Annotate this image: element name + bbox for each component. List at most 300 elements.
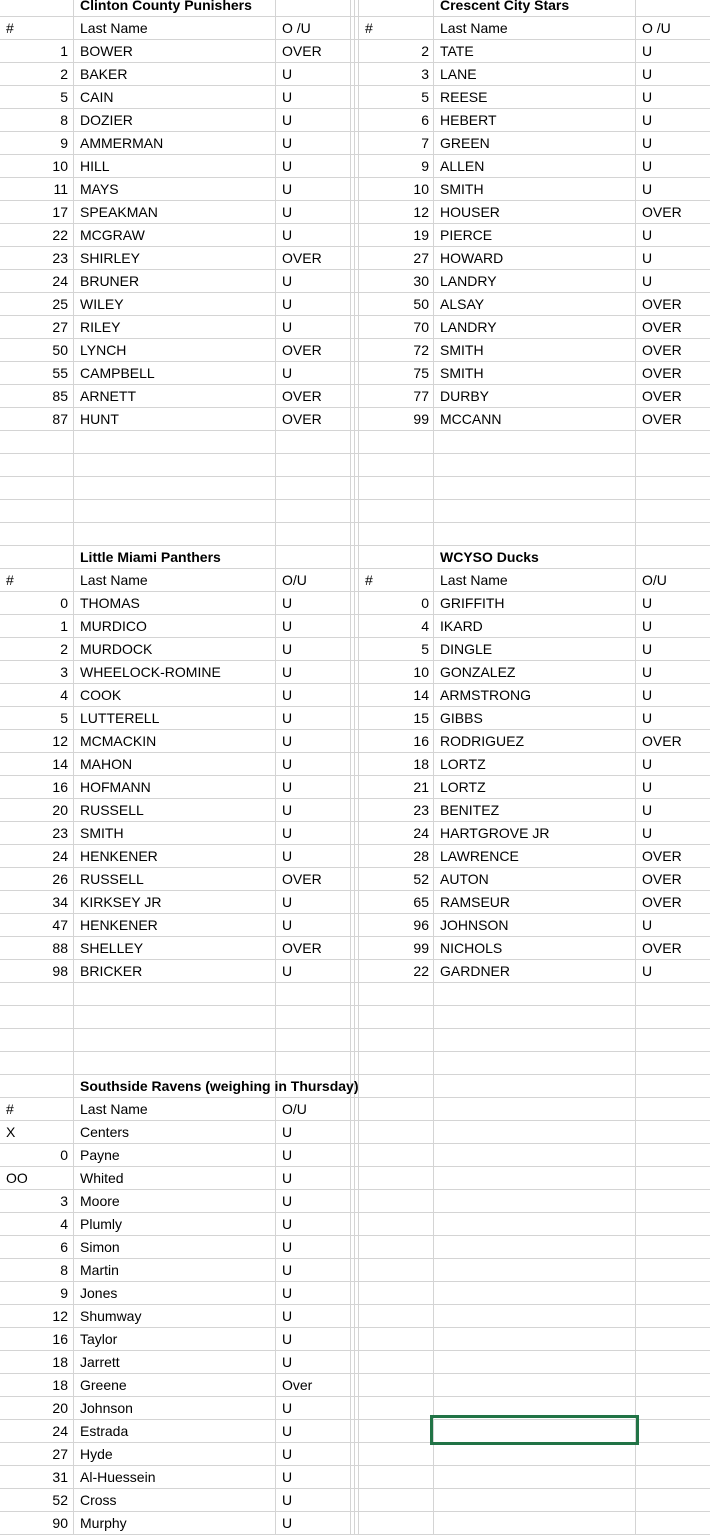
- sheet-cell[interactable]: [351, 960, 359, 983]
- player-over-under[interactable]: U: [276, 638, 351, 661]
- player-number[interactable]: 23: [0, 822, 74, 845]
- player-over-under[interactable]: U: [636, 247, 710, 270]
- sheet-cell[interactable]: [351, 1029, 359, 1052]
- player-over-under[interactable]: OVER: [636, 868, 710, 891]
- player-over-under[interactable]: Over: [276, 1374, 351, 1397]
- team-title[interactable]: Clinton County Punishers: [74, 0, 276, 17]
- player-last-name[interactable]: Payne: [74, 1144, 276, 1167]
- player-number[interactable]: 20: [0, 799, 74, 822]
- sheet-cell[interactable]: [351, 753, 359, 776]
- player-over-under[interactable]: U: [276, 201, 351, 224]
- sheet-cell[interactable]: [0, 431, 74, 454]
- player-last-name[interactable]: JOHNSON: [434, 914, 636, 937]
- player-number[interactable]: 70: [359, 316, 434, 339]
- sheet-cell[interactable]: [636, 1282, 710, 1305]
- player-last-name[interactable]: Jarrett: [74, 1351, 276, 1374]
- player-last-name[interactable]: THOMAS: [74, 592, 276, 615]
- player-last-name[interactable]: Hyde: [74, 1443, 276, 1466]
- sheet-cell[interactable]: [0, 546, 74, 569]
- sheet-cell[interactable]: [0, 500, 74, 523]
- sheet-cell[interactable]: [434, 1466, 636, 1489]
- player-last-name[interactable]: HARTGROVE JR: [434, 822, 636, 845]
- player-number[interactable]: 18: [359, 753, 434, 776]
- player-number[interactable]: 30: [359, 270, 434, 293]
- player-last-name[interactable]: LANE: [434, 63, 636, 86]
- sheet-cell[interactable]: [636, 1052, 710, 1075]
- header-over-under[interactable]: O /U: [636, 17, 710, 40]
- player-last-name[interactable]: MCCANN: [434, 408, 636, 431]
- player-last-name[interactable]: LANDRY: [434, 316, 636, 339]
- player-number[interactable]: 16: [359, 730, 434, 753]
- player-number[interactable]: 25: [0, 293, 74, 316]
- player-over-under[interactable]: OVER: [276, 408, 351, 431]
- player-number[interactable]: 96: [359, 914, 434, 937]
- sheet-cell[interactable]: [351, 914, 359, 937]
- sheet-cell[interactable]: [351, 17, 359, 40]
- sheet-cell[interactable]: [636, 1236, 710, 1259]
- player-last-name[interactable]: MAYS: [74, 178, 276, 201]
- sheet-cell[interactable]: [74, 500, 276, 523]
- header-last-name[interactable]: Last Name: [74, 569, 276, 592]
- sheet-cell[interactable]: [276, 0, 351, 17]
- player-number[interactable]: 5: [359, 86, 434, 109]
- sheet-cell[interactable]: [636, 546, 710, 569]
- sheet-cell[interactable]: [359, 1374, 434, 1397]
- player-over-under[interactable]: U: [636, 155, 710, 178]
- sheet-cell[interactable]: [276, 500, 351, 523]
- player-over-under[interactable]: U: [276, 753, 351, 776]
- player-over-under[interactable]: OVER: [276, 937, 351, 960]
- player-number[interactable]: 5: [0, 707, 74, 730]
- header-over-under[interactable]: O /U: [276, 17, 351, 40]
- player-over-under[interactable]: U: [636, 914, 710, 937]
- sheet-cell[interactable]: [351, 339, 359, 362]
- player-last-name[interactable]: GONZALEZ: [434, 661, 636, 684]
- player-number[interactable]: 31: [0, 1466, 74, 1489]
- player-over-under[interactable]: U: [636, 178, 710, 201]
- sheet-cell[interactable]: [351, 86, 359, 109]
- player-last-name[interactable]: CAIN: [74, 86, 276, 109]
- player-number[interactable]: 2: [359, 40, 434, 63]
- header-last-name[interactable]: Last Name: [74, 17, 276, 40]
- player-last-name[interactable]: BAKER: [74, 63, 276, 86]
- player-over-under[interactable]: U: [276, 799, 351, 822]
- player-last-name[interactable]: SMITH: [434, 339, 636, 362]
- sheet-cell[interactable]: [636, 1006, 710, 1029]
- sheet-cell[interactable]: [351, 1167, 359, 1190]
- player-last-name[interactable]: ARNETT: [74, 385, 276, 408]
- player-over-under[interactable]: U: [636, 684, 710, 707]
- sheet-cell[interactable]: [276, 477, 351, 500]
- sheet-cell[interactable]: [636, 500, 710, 523]
- player-number[interactable]: 88: [0, 937, 74, 960]
- sheet-cell[interactable]: [74, 1052, 276, 1075]
- player-last-name[interactable]: MCMACKIN: [74, 730, 276, 753]
- player-last-name[interactable]: WHEELOCK-ROMINE: [74, 661, 276, 684]
- sheet-cell[interactable]: [434, 523, 636, 546]
- sheet-cell[interactable]: [434, 431, 636, 454]
- sheet-cell[interactable]: [351, 1236, 359, 1259]
- sheet-cell[interactable]: [351, 1351, 359, 1374]
- sheet-cell[interactable]: [636, 1466, 710, 1489]
- player-over-under[interactable]: OVER: [636, 730, 710, 753]
- player-last-name[interactable]: COOK: [74, 684, 276, 707]
- sheet-cell[interactable]: [351, 1397, 359, 1420]
- player-over-under[interactable]: U: [636, 707, 710, 730]
- player-last-name[interactable]: Greene: [74, 1374, 276, 1397]
- player-number[interactable]: 22: [0, 224, 74, 247]
- player-last-name[interactable]: MCGRAW: [74, 224, 276, 247]
- player-last-name[interactable]: Estrada: [74, 1420, 276, 1443]
- sheet-cell[interactable]: [359, 1006, 434, 1029]
- sheet-cell[interactable]: [351, 1466, 359, 1489]
- player-number[interactable]: 10: [0, 155, 74, 178]
- player-last-name[interactable]: HEBERT: [434, 109, 636, 132]
- header-last-name[interactable]: Last Name: [434, 17, 636, 40]
- sheet-cell[interactable]: [351, 845, 359, 868]
- player-last-name[interactable]: BENITEZ: [434, 799, 636, 822]
- sheet-cell[interactable]: [359, 1098, 434, 1121]
- sheet-cell[interactable]: [351, 569, 359, 592]
- player-over-under[interactable]: U: [636, 960, 710, 983]
- sheet-cell[interactable]: [351, 523, 359, 546]
- player-over-under[interactable]: U: [636, 63, 710, 86]
- player-last-name[interactable]: SMITH: [434, 178, 636, 201]
- sheet-cell[interactable]: [74, 1006, 276, 1029]
- sheet-cell[interactable]: [351, 201, 359, 224]
- player-over-under[interactable]: U: [276, 661, 351, 684]
- player-number[interactable]: 55: [0, 362, 74, 385]
- sheet-cell[interactable]: [359, 1029, 434, 1052]
- sheet-cell[interactable]: [359, 1259, 434, 1282]
- header-number[interactable]: #: [0, 1098, 74, 1121]
- sheet-cell[interactable]: [276, 454, 351, 477]
- selected-cell-outline[interactable]: [430, 1415, 639, 1445]
- player-over-under[interactable]: OVER: [636, 891, 710, 914]
- sheet-cell[interactable]: [0, 477, 74, 500]
- sheet-cell[interactable]: [359, 1075, 434, 1098]
- player-over-under[interactable]: U: [636, 40, 710, 63]
- player-last-name[interactable]: AMMERMAN: [74, 132, 276, 155]
- sheet-cell[interactable]: [636, 454, 710, 477]
- sheet-cell[interactable]: [0, 523, 74, 546]
- player-number[interactable]: 77: [359, 385, 434, 408]
- sheet-cell[interactable]: [276, 983, 351, 1006]
- player-number[interactable]: 65: [359, 891, 434, 914]
- sheet-cell[interactable]: [0, 454, 74, 477]
- player-last-name[interactable]: HUNT: [74, 408, 276, 431]
- sheet-cell[interactable]: [434, 1282, 636, 1305]
- header-over-under[interactable]: O/U: [636, 569, 710, 592]
- sheet-cell[interactable]: [636, 1144, 710, 1167]
- sheet-cell[interactable]: [434, 1236, 636, 1259]
- player-last-name[interactable]: RAMSEUR: [434, 891, 636, 914]
- player-over-under[interactable]: U: [276, 1328, 351, 1351]
- player-number[interactable]: 0: [0, 592, 74, 615]
- header-number[interactable]: #: [359, 569, 434, 592]
- player-last-name[interactable]: WILEY: [74, 293, 276, 316]
- sheet-cell[interactable]: [351, 270, 359, 293]
- player-over-under[interactable]: U: [276, 592, 351, 615]
- player-number[interactable]: 19: [359, 224, 434, 247]
- player-over-under[interactable]: U: [276, 1420, 351, 1443]
- player-over-under[interactable]: U: [276, 293, 351, 316]
- player-number[interactable]: 9: [0, 1282, 74, 1305]
- player-last-name[interactable]: Cross: [74, 1489, 276, 1512]
- sheet-cell[interactable]: [636, 1328, 710, 1351]
- sheet-cell[interactable]: [351, 1052, 359, 1075]
- player-number[interactable]: 21: [359, 776, 434, 799]
- player-last-name[interactable]: Johnson: [74, 1397, 276, 1420]
- sheet-cell[interactable]: [351, 454, 359, 477]
- header-number[interactable]: #: [0, 17, 74, 40]
- sheet-cell[interactable]: [74, 454, 276, 477]
- sheet-cell[interactable]: [74, 1029, 276, 1052]
- sheet-cell[interactable]: [359, 1351, 434, 1374]
- sheet-cell[interactable]: [434, 1075, 636, 1098]
- sheet-cell[interactable]: [636, 1397, 710, 1420]
- player-last-name[interactable]: SHELLEY: [74, 937, 276, 960]
- player-over-under[interactable]: U: [276, 730, 351, 753]
- player-number[interactable]: 72: [359, 339, 434, 362]
- sheet-cell[interactable]: [0, 0, 74, 17]
- sheet-cell[interactable]: [359, 1512, 434, 1535]
- sheet-cell[interactable]: [351, 0, 359, 17]
- sheet-cell[interactable]: [351, 822, 359, 845]
- player-last-name[interactable]: GRIFFITH: [434, 592, 636, 615]
- player-number[interactable]: 12: [0, 730, 74, 753]
- player-over-under[interactable]: U: [636, 592, 710, 615]
- sheet-cell[interactable]: [359, 1466, 434, 1489]
- sheet-cell[interactable]: [636, 1213, 710, 1236]
- sheet-cell[interactable]: [359, 546, 434, 569]
- player-last-name[interactable]: LANDRY: [434, 270, 636, 293]
- sheet-cell[interactable]: [434, 1374, 636, 1397]
- player-last-name[interactable]: LORTZ: [434, 776, 636, 799]
- player-last-name[interactable]: Plumly: [74, 1213, 276, 1236]
- player-number[interactable]: 26: [0, 868, 74, 891]
- player-number[interactable]: 14: [0, 753, 74, 776]
- sheet-cell[interactable]: [636, 1351, 710, 1374]
- player-over-under[interactable]: U: [276, 132, 351, 155]
- header-number[interactable]: #: [359, 17, 434, 40]
- sheet-cell[interactable]: [351, 408, 359, 431]
- sheet-cell[interactable]: [636, 1512, 710, 1535]
- player-over-under[interactable]: U: [276, 1397, 351, 1420]
- player-number[interactable]: 47: [0, 914, 74, 937]
- sheet-cell[interactable]: [351, 1144, 359, 1167]
- player-over-under[interactable]: U: [276, 845, 351, 868]
- sheet-cell[interactable]: [434, 1029, 636, 1052]
- sheet-cell[interactable]: [636, 1167, 710, 1190]
- player-number[interactable]: 0: [0, 1144, 74, 1167]
- player-last-name[interactable]: GREEN: [434, 132, 636, 155]
- sheet-cell[interactable]: [636, 1443, 710, 1466]
- player-number[interactable]: 0: [359, 592, 434, 615]
- sheet-cell[interactable]: [359, 1052, 434, 1075]
- player-over-under[interactable]: U: [636, 661, 710, 684]
- sheet-cell[interactable]: [636, 1121, 710, 1144]
- player-over-under[interactable]: U: [276, 1282, 351, 1305]
- sheet-cell[interactable]: [351, 1213, 359, 1236]
- player-number[interactable]: 12: [0, 1305, 74, 1328]
- player-over-under[interactable]: U: [276, 615, 351, 638]
- player-last-name[interactable]: ARMSTRONG: [434, 684, 636, 707]
- sheet-cell[interactable]: [434, 1443, 636, 1466]
- team-title[interactable]: Little Miami Panthers: [74, 546, 276, 569]
- player-number[interactable]: 6: [359, 109, 434, 132]
- sheet-cell[interactable]: [0, 1006, 74, 1029]
- sheet-cell[interactable]: [636, 1098, 710, 1121]
- player-number[interactable]: 9: [359, 155, 434, 178]
- player-over-under[interactable]: U: [636, 86, 710, 109]
- sheet-cell[interactable]: [351, 776, 359, 799]
- player-number[interactable]: 7: [359, 132, 434, 155]
- player-over-under[interactable]: U: [276, 1305, 351, 1328]
- player-over-under[interactable]: OVER: [636, 408, 710, 431]
- player-number[interactable]: 8: [0, 109, 74, 132]
- player-number[interactable]: 8: [0, 1259, 74, 1282]
- player-number[interactable]: 87: [0, 408, 74, 431]
- player-over-under[interactable]: U: [636, 615, 710, 638]
- sheet-cell[interactable]: [351, 615, 359, 638]
- player-number[interactable]: 11: [0, 178, 74, 201]
- player-last-name[interactable]: PIERCE: [434, 224, 636, 247]
- sheet-cell[interactable]: [636, 431, 710, 454]
- player-last-name[interactable]: SMITH: [434, 362, 636, 385]
- sheet-cell[interactable]: [434, 1167, 636, 1190]
- sheet-cell[interactable]: [351, 362, 359, 385]
- sheet-cell[interactable]: [359, 1167, 434, 1190]
- sheet-cell[interactable]: [636, 1374, 710, 1397]
- player-over-under[interactable]: U: [276, 1121, 351, 1144]
- player-last-name[interactable]: Martin: [74, 1259, 276, 1282]
- player-last-name[interactable]: HENKENER: [74, 914, 276, 937]
- sheet-cell[interactable]: [351, 1489, 359, 1512]
- sheet-cell[interactable]: [434, 1351, 636, 1374]
- sheet-cell[interactable]: [434, 1052, 636, 1075]
- player-over-under[interactable]: U: [276, 1443, 351, 1466]
- team-title[interactable]: WCYSO Ducks: [434, 546, 636, 569]
- player-last-name[interactable]: Moore: [74, 1190, 276, 1213]
- player-number[interactable]: 18: [0, 1351, 74, 1374]
- sheet-cell[interactable]: [434, 1190, 636, 1213]
- sheet-cell[interactable]: [359, 1190, 434, 1213]
- sheet-cell[interactable]: [359, 1305, 434, 1328]
- player-last-name[interactable]: MURDOCK: [74, 638, 276, 661]
- player-number[interactable]: 16: [0, 776, 74, 799]
- player-over-under[interactable]: U: [276, 155, 351, 178]
- player-last-name[interactable]: ALLEN: [434, 155, 636, 178]
- player-last-name[interactable]: Simon: [74, 1236, 276, 1259]
- player-number[interactable]: 85: [0, 385, 74, 408]
- sheet-cell[interactable]: [636, 0, 710, 17]
- sheet-cell[interactable]: [276, 1006, 351, 1029]
- sheet-cell[interactable]: [434, 1098, 636, 1121]
- sheet-cell[interactable]: [434, 1144, 636, 1167]
- player-over-under[interactable]: U: [636, 753, 710, 776]
- sheet-cell[interactable]: [636, 1259, 710, 1282]
- sheet-cell[interactable]: [359, 1213, 434, 1236]
- header-over-under[interactable]: O/U: [276, 569, 351, 592]
- sheet-cell[interactable]: [434, 1213, 636, 1236]
- player-over-under[interactable]: U: [276, 109, 351, 132]
- player-number[interactable]: 17: [0, 201, 74, 224]
- player-over-under[interactable]: OVER: [636, 201, 710, 224]
- sheet-cell[interactable]: [351, 661, 359, 684]
- player-last-name[interactable]: BRUNER: [74, 270, 276, 293]
- sheet-cell[interactable]: [351, 293, 359, 316]
- player-last-name[interactable]: CAMPBELL: [74, 362, 276, 385]
- player-last-name[interactable]: GARDNER: [434, 960, 636, 983]
- player-over-under[interactable]: U: [276, 822, 351, 845]
- player-number[interactable]: 14: [359, 684, 434, 707]
- sheet-cell[interactable]: [351, 132, 359, 155]
- sheet-cell[interactable]: [434, 983, 636, 1006]
- player-last-name[interactable]: LYNCH: [74, 339, 276, 362]
- player-number[interactable]: X: [0, 1121, 74, 1144]
- player-number[interactable]: 98: [0, 960, 74, 983]
- player-last-name[interactable]: BRICKER: [74, 960, 276, 983]
- player-number[interactable]: 4: [359, 615, 434, 638]
- sheet-cell[interactable]: [351, 178, 359, 201]
- player-last-name[interactable]: SMITH: [74, 822, 276, 845]
- player-over-under[interactable]: U: [276, 362, 351, 385]
- sheet-cell[interactable]: [434, 1489, 636, 1512]
- player-number[interactable]: 23: [359, 799, 434, 822]
- sheet-cell[interactable]: [74, 523, 276, 546]
- player-number[interactable]: 1: [0, 615, 74, 638]
- player-over-under[interactable]: U: [636, 799, 710, 822]
- sheet-cell[interactable]: [351, 592, 359, 615]
- sheet-cell[interactable]: [359, 500, 434, 523]
- player-number[interactable]: 3: [359, 63, 434, 86]
- sheet-cell[interactable]: [351, 1282, 359, 1305]
- player-number[interactable]: 5: [359, 638, 434, 661]
- player-last-name[interactable]: Shumway: [74, 1305, 276, 1328]
- sheet-cell[interactable]: [276, 546, 351, 569]
- player-last-name[interactable]: HOFMANN: [74, 776, 276, 799]
- player-over-under[interactable]: OVER: [636, 845, 710, 868]
- player-over-under[interactable]: U: [276, 960, 351, 983]
- sheet-cell[interactable]: [636, 1489, 710, 1512]
- player-last-name[interactable]: IKARD: [434, 615, 636, 638]
- sheet-cell[interactable]: [74, 477, 276, 500]
- player-over-under[interactable]: U: [276, 316, 351, 339]
- player-number[interactable]: 15: [359, 707, 434, 730]
- player-last-name[interactable]: DINGLE: [434, 638, 636, 661]
- player-last-name[interactable]: REESE: [434, 86, 636, 109]
- player-over-under[interactable]: U: [276, 707, 351, 730]
- sheet-cell[interactable]: [351, 1121, 359, 1144]
- sheet-cell[interactable]: [359, 1420, 434, 1443]
- sheet-cell[interactable]: [351, 730, 359, 753]
- player-over-under[interactable]: U: [636, 638, 710, 661]
- sheet-cell[interactable]: [434, 1305, 636, 1328]
- sheet-cell[interactable]: [351, 1328, 359, 1351]
- sheet-cell[interactable]: [351, 63, 359, 86]
- sheet-cell[interactable]: [434, 500, 636, 523]
- team-title[interactable]: Crescent City Stars: [434, 0, 636, 17]
- player-last-name[interactable]: Whited: [74, 1167, 276, 1190]
- sheet-cell[interactable]: [359, 1443, 434, 1466]
- sheet-cell[interactable]: [351, 1006, 359, 1029]
- sheet-cell[interactable]: [434, 1328, 636, 1351]
- sheet-cell[interactable]: [359, 1236, 434, 1259]
- sheet-cell[interactable]: [359, 454, 434, 477]
- player-number[interactable]: 27: [0, 316, 74, 339]
- player-number[interactable]: 52: [359, 868, 434, 891]
